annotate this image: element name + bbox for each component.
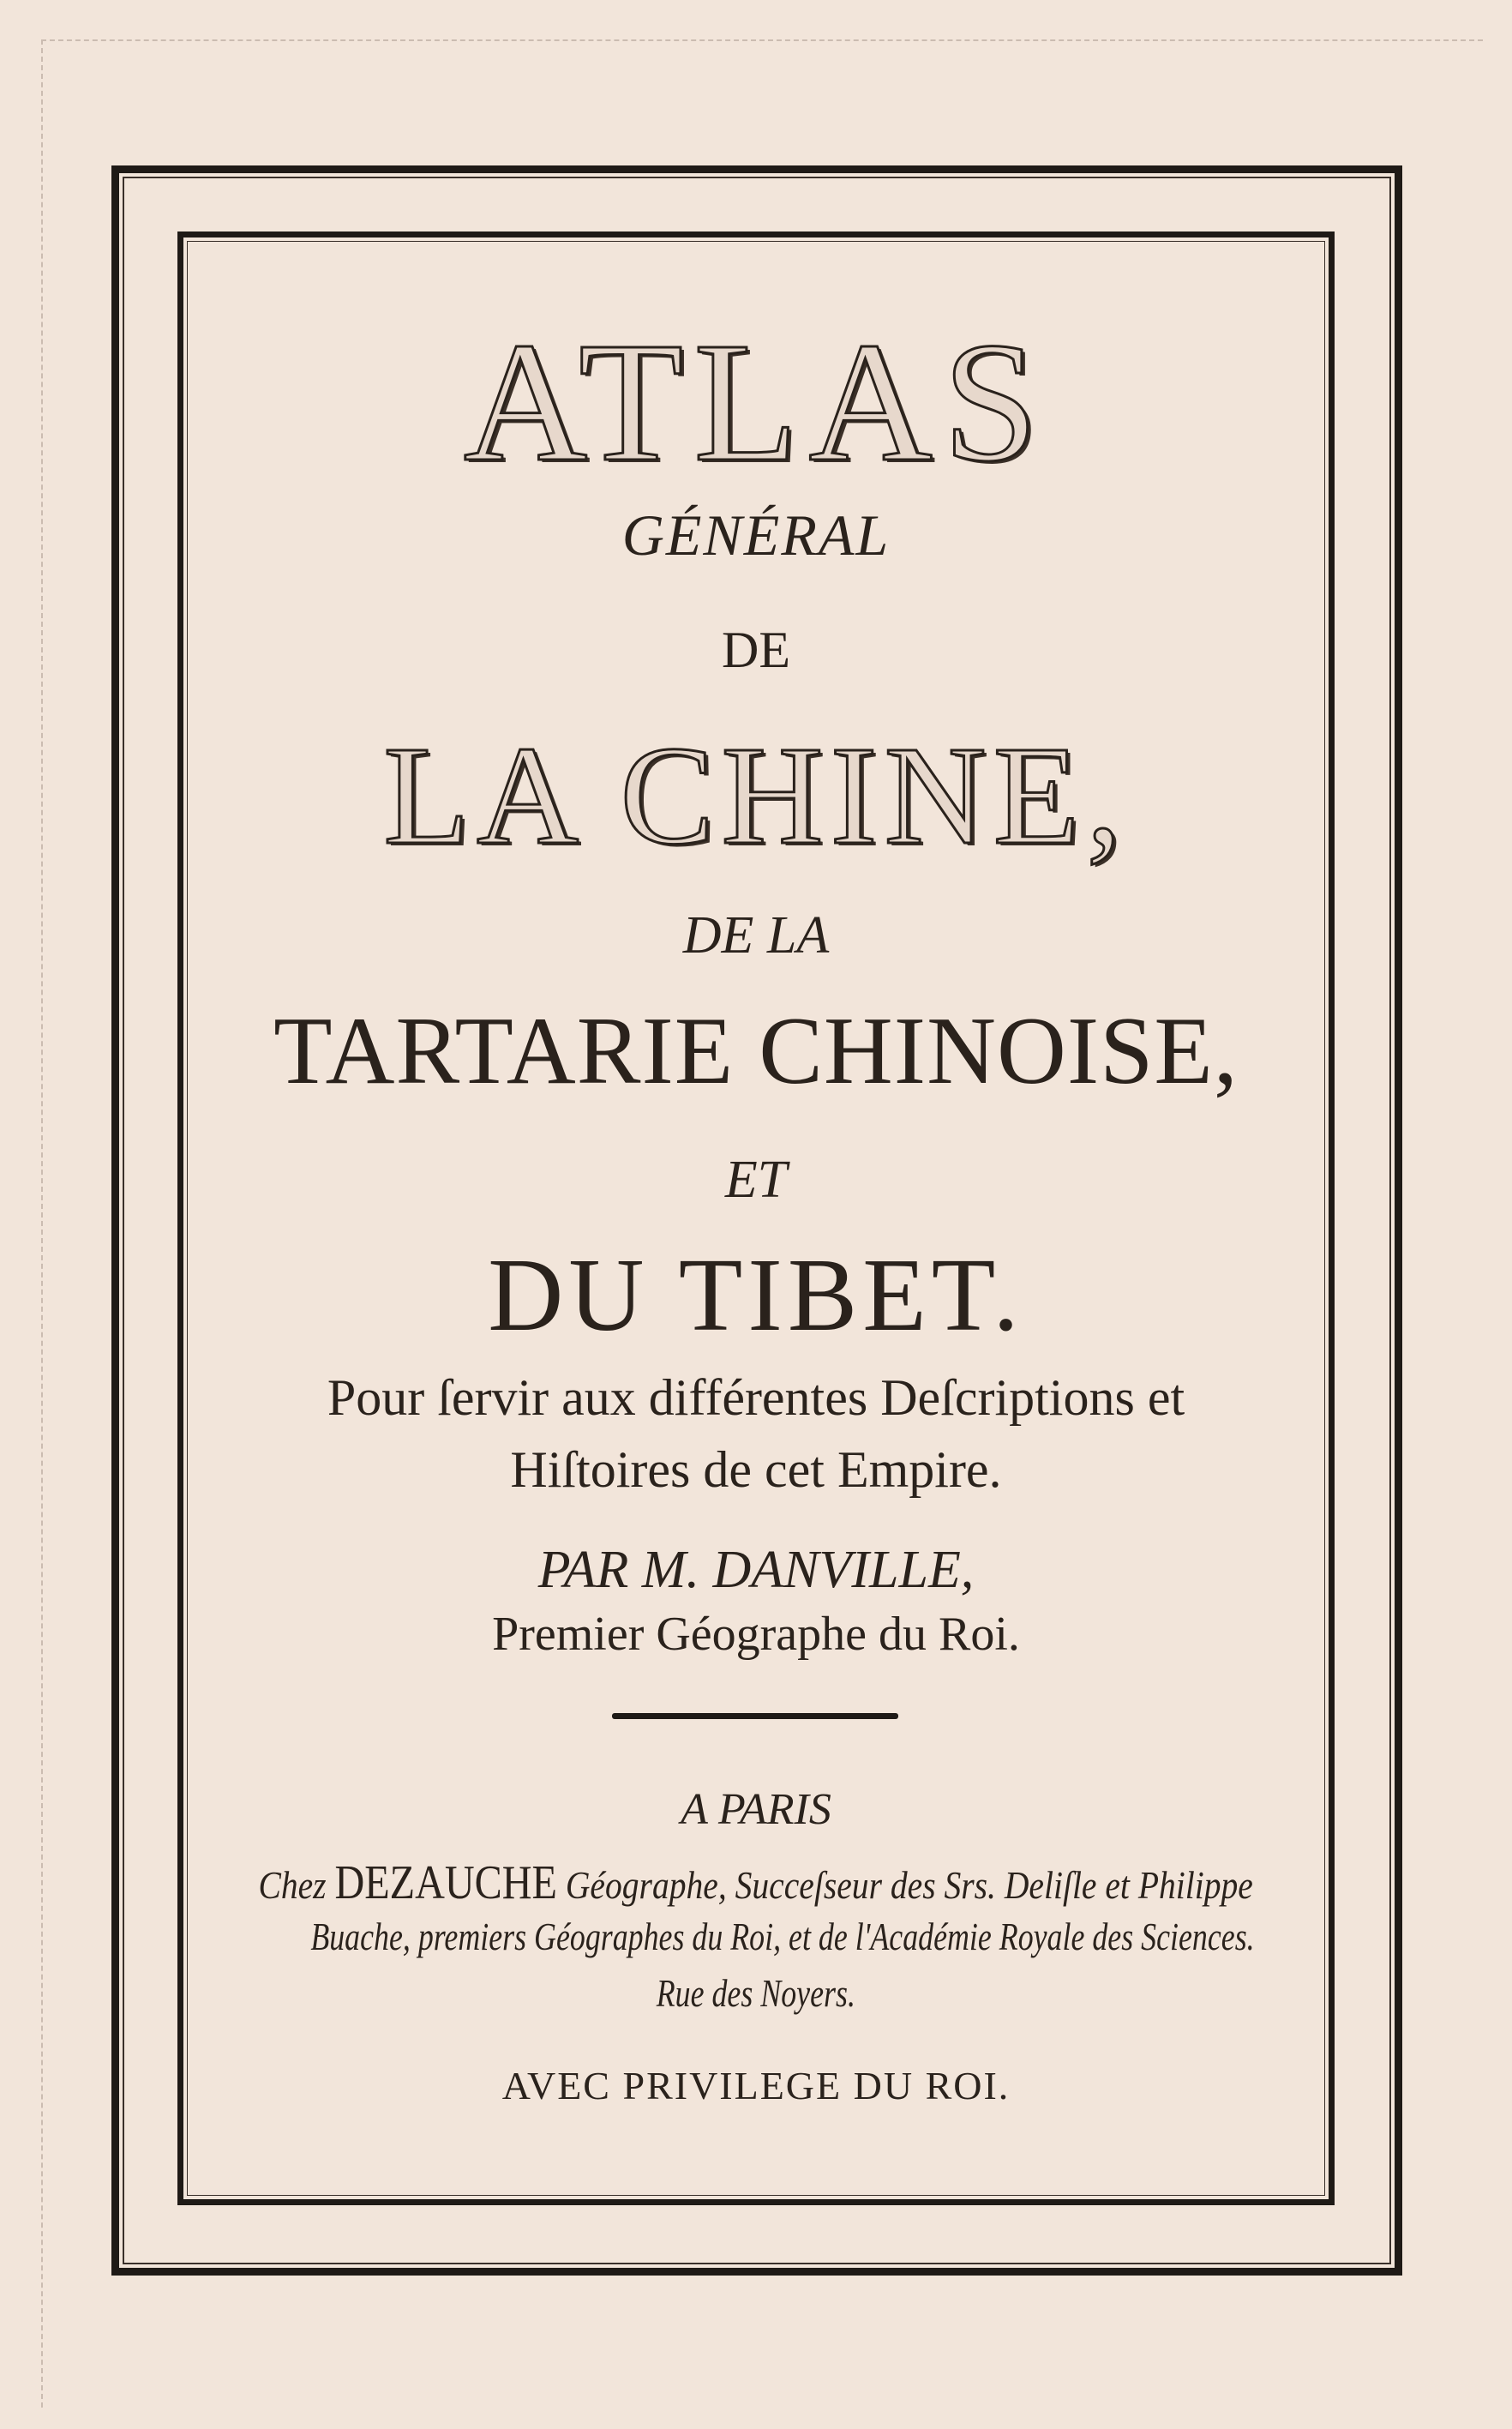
imprint-line-1-rest: Géographe, Succeſseur des Srs. Deliſle et Philippe [566,1863,1254,1907]
imprint-line-1 [177,1856,1335,1909]
imprint-line-3-text: Rue des Noyers. [656,1971,856,2015]
imprint-city: A PARIS [681,1785,831,1834]
title-de: DE [722,622,790,678]
title-atlas: ATLAS [463,308,1049,497]
imprint-prefix: Chez [258,1863,327,1907]
subtitle-line-1: Pour ſervir aux différentes Deſcriptions et [327,1369,1185,1426]
title-et: ET [724,1151,788,1209]
title-du-tibet: DU TIBET. [488,1237,1024,1353]
divider-rule [612,1713,898,1719]
title-de-la: DE LA [682,906,830,965]
author-role: Premier Géographe du Roi. [492,1608,1020,1661]
author-name: PAR M. DANVILLE, [537,1541,975,1599]
imprint-line-3 [177,1971,1335,2015]
imprint-line-2-text: Buache, premiers Géographes du Roi, et de l'Académie Royale des Sciences. [310,1915,1255,1958]
imprint-line-2 [177,1917,1335,1957]
imprint-publisher: DEZAUCHE [334,1856,558,1909]
title-la-chine: LA CHINE, [383,717,1129,874]
title-tartarie-chinoise: TARTARIE CHINOISE, [273,998,1239,1104]
subtitle-line-2: Hiſtoires de cet Empire. [510,1441,1002,1498]
privilege: AVEC PRIVILEGE DU ROI. [501,2064,1011,2107]
title-general: GÉNÉRAL [621,502,891,568]
